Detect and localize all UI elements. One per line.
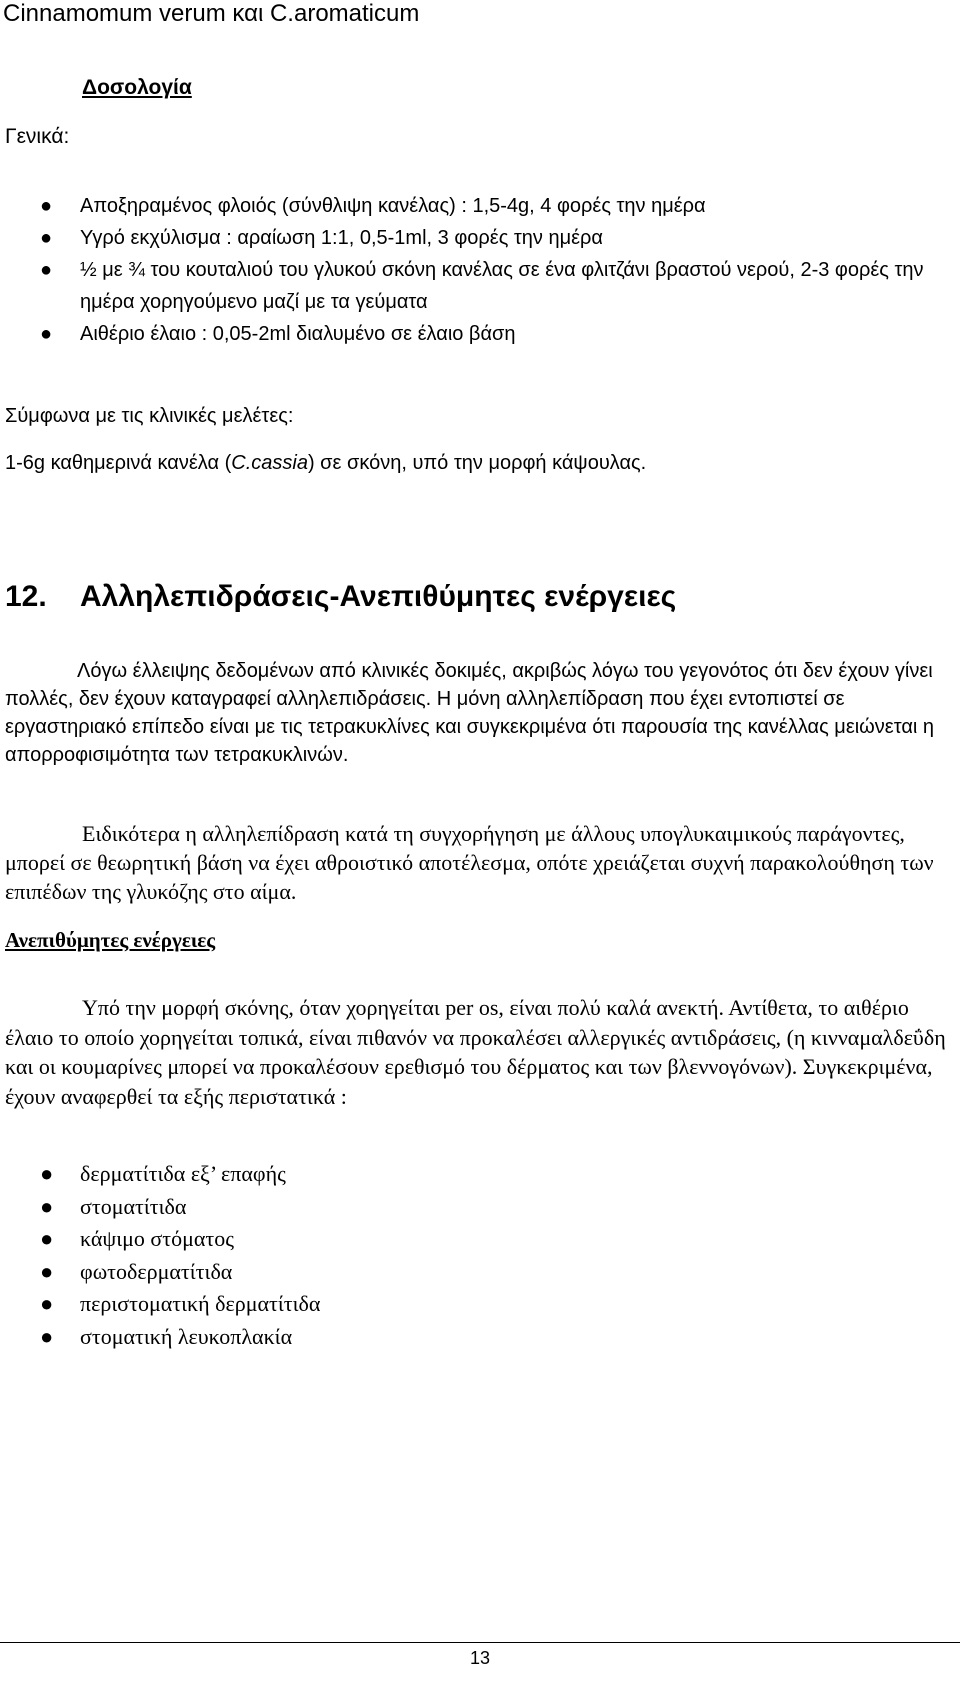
interactions-paragraph: Λόγω έλλειψης δεδομένων από κλινικές δοκιμές, ακριβώς λόγω του γεγονότος ότι δεν έχουν γίνει πολλές, δεν έχουν καταγραφεί αλληλεπιδράσεις. Η μόνη αλληλεπίδραση που έχει εντοπιστεί σε εργαστηριακό επίπεδο είναι με τις τετρακυκλίνες και συγκεκριμένα ότι παρουσία της κανέλλας μειώνεται η απορροφισιμότητα των τετρακυκλινών. bbox=[5, 660, 935, 766]
studies-label: Σύμφωνα με τις κλινικές μελέτες: bbox=[5, 405, 294, 427]
bullet-icon: ● bbox=[40, 1323, 54, 1349]
adverse-paragraph: Υπό την μορφή σκόνης, όταν χορηγείται per os, είναι πολύ καλά ανεκτή. Αντίθετα, το αιθέριο έλαιο το οποίο χορηγείται τοπικά, είναι πιθανόν να προκαλέσει αλλεργικές αντιδράσεις, (η κινναμαλδεΰδη και οι κουμαρίνες μπορεί να προκαλέσουν ερεθισμό του δέρματος και των βλεννογόνων). Συγκεκριμένα, έχουν αναφερθεί τα εξής περιστατικά : bbox=[5, 995, 946, 1109]
dosage-title: Δοσολογία bbox=[82, 76, 192, 99]
species-name: C.cassia bbox=[231, 452, 308, 474]
adverse-title: Ανεπιθύμητες ενέργειες bbox=[5, 928, 216, 952]
dosage-list bbox=[0, 190, 960, 350]
studies-dose: 1-6g καθημερινά κανέλα (C.cassia) σε σκόνη, υπό την μορφή κάψουλας. bbox=[5, 452, 647, 474]
bullet-icon: ● bbox=[40, 1291, 54, 1316]
list-item: ● στοματική λευκοπλακία bbox=[0, 1321, 960, 1354]
adverse-list bbox=[0, 1158, 960, 1353]
bullet-icon: ● bbox=[40, 195, 53, 217]
general-label: Γενικά: bbox=[5, 125, 70, 148]
section-number: 12. bbox=[5, 580, 47, 613]
list-item: ● ½ με ¾ του κουταλιού του γλυκού σκόνη κανέλας σε ένα φλιτζάνι βραστού νερού, 2-3 φορές την ημέρα χορηγούμενο μαζί με τα γεύματα bbox=[0, 254, 960, 318]
hypoglycemic-paragraph: Ειδικότερα η αλληλεπίδραση κατά τη συγχορήγηση με άλλους υπογλυκαιμικούς παράγοντες, μπορεί σε θεωρητική βάση να έχει αθροιστικό αποτέλεσμα, οπότε χρειάζεται συχνή παρακολούθηση των επιπέδων της γλυκόζης στο αίμα. bbox=[5, 821, 934, 904]
page-number: 13 bbox=[469, 1648, 491, 1668]
bullet-icon: ● bbox=[40, 323, 53, 345]
bullet-icon: ● bbox=[40, 1161, 54, 1186]
bullet-icon: ● bbox=[40, 227, 53, 249]
list-item: ● Αποξηραμένος φλοιός (σύνθλιψη κανέλας) : 1,5-4g, 4 φορές την ημέρα bbox=[0, 190, 960, 222]
bullet-icon: ● bbox=[40, 1226, 54, 1251]
header-title: Cinnamomum verum και C.aromaticum bbox=[3, 0, 420, 27]
list-item: ● κάψιμο στόματος bbox=[0, 1223, 960, 1256]
list-item: ● Υγρό εκχύλισμα : αραίωση 1:1, 0,5-1ml, 3 φορές την ημέρα bbox=[0, 222, 960, 254]
list-item: ● περιστοματική δερματίτιδα bbox=[0, 1288, 960, 1321]
list-item: ● Αιθέριο έλαιο : 0,05-2ml διαλυμένο σε έλαιο βάση bbox=[0, 318, 960, 350]
bullet-icon: ● bbox=[40, 259, 53, 281]
bullet-icon: ● bbox=[40, 1193, 54, 1219]
section-heading bbox=[5, 580, 676, 614]
list-item: ● δερματίτιδα εξ’ επαφής bbox=[0, 1158, 960, 1191]
bullet-icon: ● bbox=[40, 1258, 54, 1284]
list-item: ● στοματίτιδα bbox=[0, 1191, 960, 1224]
list-item: ● φωτοδερματίτιδα bbox=[0, 1256, 960, 1289]
footer-divider bbox=[0, 1642, 960, 1643]
section-title: Αλληλεπιδράσεις-Ανεπιθύμητες ενέργειες bbox=[80, 580, 677, 613]
